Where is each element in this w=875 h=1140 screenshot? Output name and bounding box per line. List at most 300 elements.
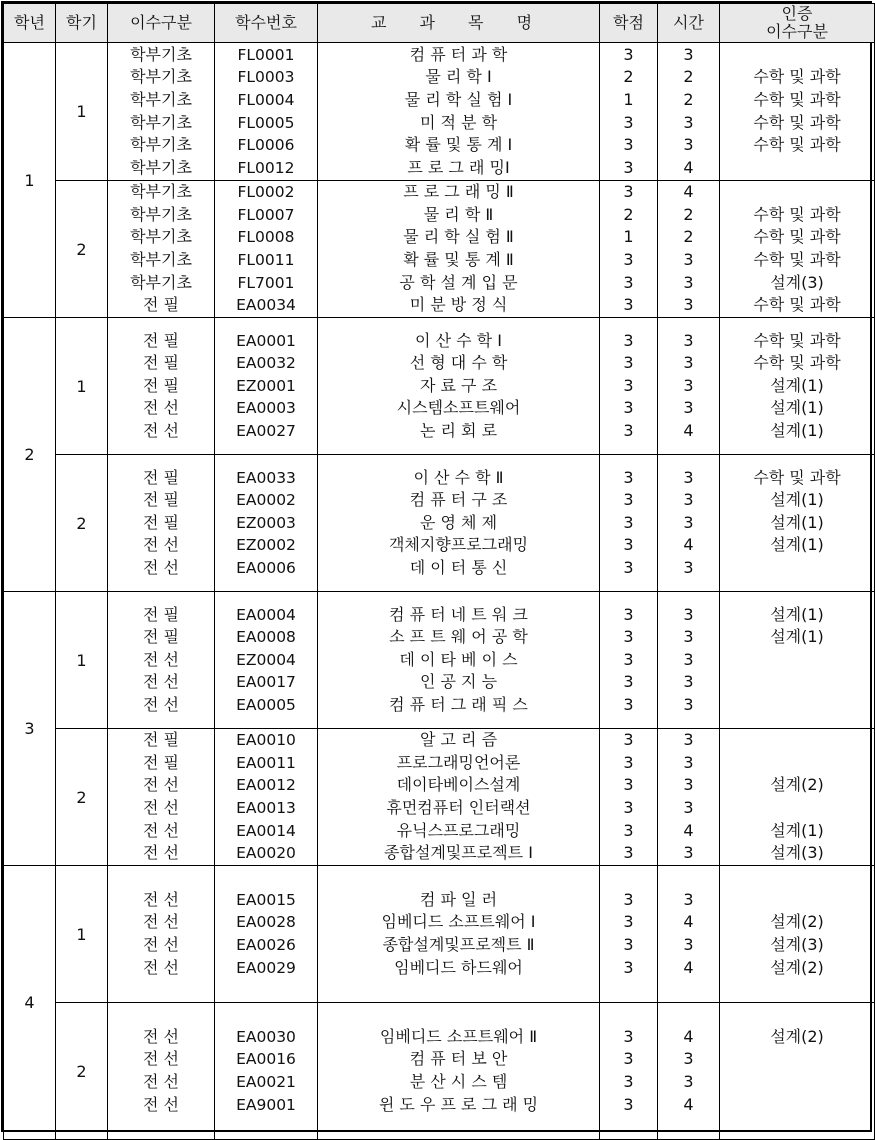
credit: 3 [623,1072,634,1091]
semester-cell: 1 [56,318,108,455]
category: 전 필 [143,490,179,510]
cert-column-cell [720,455,875,592]
header-code: 학수번호 [215,4,318,43]
year-cell: 1 [4,43,56,318]
credit: 3 [623,775,634,795]
cert: 수학 및 과학 [753,330,841,350]
header-category: 이수구분 [108,4,215,43]
cert-column-cell [720,592,875,729]
hours: 3 [683,1049,694,1069]
semester-cell: 1 [56,592,108,729]
credit: 3 [623,250,634,269]
code: EA0020 [236,844,296,863]
category: 전 필 [143,604,179,624]
code: EA0027 [236,421,296,440]
hours: 4 [683,912,694,932]
cert: 수학 및 과학 [753,353,841,373]
code: EA0003 [236,399,296,418]
code: FL0006 [237,136,295,155]
category-column-cell [108,729,215,866]
code-column-cell [215,181,318,318]
cert: 설계(1) [770,420,824,440]
hours: 3 [683,330,694,350]
category: 전 필 [143,353,179,373]
category: 전 선 [143,912,179,932]
course-name: 컴 퓨 터 보 안 [409,1049,508,1069]
course-name: 유닉스프로그래밍 [396,820,521,840]
cert: 수학 및 과학 [753,135,841,155]
hours: 4 [683,1026,694,1046]
category: 전 선 [143,557,179,577]
code-column-cell [215,866,318,1003]
course-name: 선 형 대 수 학 [409,353,508,373]
category: 전 선 [143,1026,179,1046]
category: 전 필 [143,295,179,315]
course-name: 알 고 리 즘 [419,730,498,750]
code: EZ0004 [236,650,296,669]
credit-column-cell [600,43,658,181]
header-row [4,4,875,43]
credit: 3 [623,135,634,155]
course-name: 물 리 학 Ⅰ [425,67,492,87]
code: EA0033 [236,468,296,487]
credit: 3 [623,157,634,177]
category: 전 선 [143,420,179,440]
credit: 3 [623,490,634,510]
course-name-column-cell [318,729,600,866]
cert: 설계(2) [770,957,824,977]
curriculum-table [3,3,875,1140]
course-name-column-cell [318,43,600,181]
category: 전 선 [143,1094,179,1114]
course-name-column-cell [318,181,600,318]
hours-column-cell [658,43,720,181]
cert [720,649,874,672]
credit: 3 [623,935,634,954]
semester-group-row [4,866,875,1003]
category: 학부기초 [130,204,192,224]
code: EA0028 [236,913,296,932]
credit-column-cell [600,592,658,729]
semester-cell: 1 [56,866,108,1003]
cert: 수학 및 과학 [753,67,841,87]
credit-column-cell [600,1003,658,1140]
category: 전 필 [143,730,179,750]
course-name: 프 로 그 래 밍 Ⅱ [403,182,514,202]
credit: 3 [623,1094,634,1114]
hours: 3 [683,353,694,373]
credit: 3 [623,512,634,532]
course-name: 종합설계및프로젝트 Ⅰ [384,843,533,863]
hours: 3 [683,375,694,395]
cert: 수학 및 과학 [753,227,841,247]
hours: 4 [683,957,694,977]
hours-column-cell [658,866,720,1003]
credit: 3 [623,112,634,132]
credit: 3 [623,272,634,292]
course-name-column-cell [318,318,600,455]
hours: 3 [683,627,694,647]
cert [720,694,874,717]
header-year: 학년 [4,4,56,43]
cert: 설계(1) [770,512,824,532]
credit: 2 [623,67,634,87]
course-name: 이 산 수 학 Ⅱ [413,467,504,487]
cert [720,557,874,580]
category-column-cell [108,592,215,729]
hours: 3 [683,935,694,954]
cert: 설계(1) [770,490,824,510]
credit: 3 [623,798,634,817]
category: 전 선 [143,820,179,840]
code: EA9001 [236,1095,296,1114]
code: EA0006 [236,558,296,577]
code: FL0004 [237,90,295,109]
course-name-column-cell [318,1003,600,1140]
category: 전 선 [143,843,179,863]
header-semester: 학기 [56,4,108,43]
category: 학부기초 [130,112,192,132]
credit: 3 [623,295,634,315]
category: 학부기초 [130,157,192,177]
credit: 3 [623,375,634,395]
cert [720,1094,874,1117]
code: EA0005 [236,695,296,714]
credit: 3 [623,694,634,714]
code: EZ0001 [236,376,296,395]
cert-column-cell [720,43,875,181]
hours: 4 [683,820,694,840]
code: FL0012 [237,158,295,177]
semester-group-row [4,1003,875,1140]
semester-cell: 2 [56,181,108,318]
hours-column-cell [658,729,720,866]
code: EA0011 [236,753,296,772]
course-name: 물 리 학 Ⅱ [423,204,494,224]
code: EA0032 [236,354,296,373]
credit: 3 [623,820,634,840]
semester-group-row [4,318,875,455]
category: 전 선 [143,798,179,817]
credit-column-cell [600,866,658,1003]
category-column-cell [108,318,215,455]
course-name: 임베디드 소프트웨어 Ⅰ [381,912,536,932]
course-name: 물 리 학 실 험 Ⅰ [404,89,513,109]
cert [720,157,874,180]
hours: 3 [683,752,694,772]
credit: 2 [623,204,634,224]
cert: 수학 및 과학 [753,467,841,487]
course-name: 컴 퓨 터 과 학 [409,44,508,64]
year-cell: 4 [4,866,56,1140]
credit: 3 [623,957,634,977]
category-column-cell [108,1003,215,1140]
cert: 설계(3) [770,843,824,863]
credit-column-cell [600,455,658,592]
category: 전 필 [143,627,179,647]
category: 전 필 [143,512,179,532]
credit: 3 [623,730,634,750]
course-name: 휴먼컴퓨터 인터랙션 [386,798,531,817]
cert: 설계(1) [770,820,824,840]
code: EZ0003 [236,513,296,532]
code: EA0015 [236,890,296,909]
category: 전 선 [143,535,179,555]
hours: 3 [683,557,694,577]
credit: 3 [623,1026,634,1046]
course-name: 컴 퓨 터 구 조 [409,490,508,510]
hours: 3 [683,694,694,714]
course-name: 인 공 지 능 [419,672,498,692]
hours: 3 [683,467,694,487]
category-column-cell [108,866,215,1003]
year-cell: 2 [4,318,56,592]
credit: 3 [623,649,634,669]
hours-column-cell [658,592,720,729]
credit: 3 [623,1049,634,1069]
category: 전 선 [143,1072,179,1091]
cert: 설계(2) [770,912,824,932]
hours: 2 [683,67,694,87]
cert: 설계(1) [770,398,824,418]
cert: 수학 및 과학 [753,250,841,269]
hours: 3 [683,112,694,132]
curriculum-body [4,43,875,1140]
code: FL7001 [237,273,295,292]
course-name: 객체지향프로그래밍 [388,535,529,555]
hours: 3 [683,490,694,510]
hours: 3 [683,398,694,418]
course-name: 데 이 타 베 이 스 [399,649,518,669]
cert: 수학 및 과학 [753,89,841,109]
credit: 1 [623,89,634,109]
course-name: 시스템소프트웨어 [396,398,521,418]
hours: 2 [683,227,694,247]
semester-group-row [4,43,875,181]
category: 학부기초 [130,227,192,247]
category: 학부기초 [130,67,192,87]
cert: 수학 및 과학 [753,204,841,224]
cert [720,1048,874,1071]
code: FL0007 [237,205,295,224]
code: EA0017 [236,673,296,692]
cert [720,729,874,752]
code: EZ0002 [236,536,296,555]
hours: 3 [683,512,694,532]
semester-group-row [4,181,875,318]
hours: 2 [683,89,694,109]
course-name: 논 리 회 로 [419,420,498,440]
credit-column-cell [600,181,658,318]
course-name: 데이타베이스설계 [396,775,521,795]
cert-column-cell [720,181,875,318]
hours: 3 [683,250,694,269]
code: EA0010 [236,731,296,750]
cert [720,797,874,820]
cert [720,181,874,204]
hours: 3 [683,775,694,795]
code: EA0012 [236,776,296,795]
course-name: 프로그래밍언어론 [396,752,521,772]
cert [720,889,874,912]
header-credit: 학점 [600,4,658,43]
code: EA0029 [236,958,296,977]
cert-column-cell [720,729,875,866]
course-name: 확 률 및 통 계 Ⅰ [404,135,513,155]
code: EA0001 [236,331,296,350]
cert-column-cell [720,318,875,455]
semester-cell: 2 [56,1003,108,1140]
course-name-column-cell [318,455,600,592]
code: EA0002 [236,491,296,510]
code: FL0011 [237,251,295,269]
code-column-cell [215,729,318,866]
category-column-cell [108,455,215,592]
category: 전 선 [143,672,179,692]
header-cert [720,4,875,43]
semester-group-row [4,455,875,592]
course-name: 임베디드 하드웨어 [394,957,523,977]
course-name: 미 분 방 정 식 [409,295,508,315]
category: 학부기초 [130,272,192,292]
semester-cell: 2 [56,455,108,592]
category: 학부기초 [130,44,192,64]
credit: 3 [623,604,634,624]
category: 전 선 [143,1049,179,1069]
code-column-cell [215,43,318,181]
cert: 수학 및 과학 [753,295,841,315]
credit: 3 [623,535,634,555]
code-column-cell [215,1003,318,1140]
credit: 3 [623,627,634,647]
credit: 1 [623,227,634,247]
course-name: 종합설계및프로젝트 Ⅱ [382,935,535,954]
course-name: 분 산 시 스 템 [409,1072,508,1091]
category: 전 선 [143,694,179,714]
credit: 3 [623,398,634,418]
course-name: 임베디드 소프트웨어 Ⅱ [379,1026,538,1046]
hours: 3 [683,843,694,863]
semester-cell: 2 [56,729,108,866]
course-name: 자 료 구 조 [419,375,498,395]
credit: 3 [623,557,634,577]
hours: 3 [683,889,694,909]
cert [720,671,874,694]
code: EA0026 [236,936,296,954]
hours: 3 [683,798,694,817]
credit: 3 [623,467,634,487]
course-name-column-cell [318,866,600,1003]
cert-column-cell [720,1003,875,1140]
header-cert-line1: 인증 [781,4,813,23]
course-name: 컴 파 일 러 [419,889,498,909]
course-name: 확 률 및 통 계 Ⅱ [403,250,514,269]
credit: 3 [623,182,634,202]
category: 전 선 [143,649,179,669]
hours-column-cell [658,455,720,592]
code: FL0008 [237,228,295,247]
course-name: 프 로 그 래 밍Ⅰ [407,157,510,177]
cert: 설계(1) [770,604,824,624]
credit-column-cell [600,729,658,866]
course-name: 소 프 트 웨 어 공 학 [389,627,528,647]
code: FL0002 [237,183,295,202]
code-column-cell [215,318,318,455]
course-name-column-cell [318,592,600,729]
course-name: 컴 퓨 터 그 래 픽 스 [389,694,528,714]
course-name: 윈 도 우 프 로 그 래 밍 [378,1094,539,1114]
course-name: 공 학 설 계 입 문 [399,272,518,292]
cert: 설계(3) [770,272,824,292]
course-name: 컴 퓨 터 네 트 워 크 [389,604,528,624]
semester-group-row [4,729,875,866]
category: 전 선 [143,957,179,977]
cert [720,752,874,775]
category: 전 필 [143,375,179,395]
category: 전 선 [143,398,179,418]
category-column-cell [108,181,215,318]
cert: 설계(3) [770,935,824,954]
hours-column-cell [658,1003,720,1140]
code: EA0034 [236,296,296,315]
hours: 3 [683,1072,694,1091]
category: 전 선 [143,775,179,795]
code: EA0013 [236,799,296,817]
hours: 3 [683,604,694,624]
category: 전 필 [143,752,179,772]
course-name: 미 적 분 학 [419,112,498,132]
hours: 3 [683,730,694,750]
semester-group-row [4,592,875,729]
code: EA0016 [236,1050,296,1069]
code-column-cell [215,592,318,729]
category: 전 선 [143,889,179,909]
code: FL0001 [237,45,295,64]
cert [720,44,874,67]
cert: 설계(1) [770,375,824,395]
code: EA0021 [236,1073,296,1091]
hours: 4 [683,157,694,177]
course-name: 물 리 학 실 험 Ⅱ [403,227,514,247]
hours: 4 [683,420,694,440]
hours: 3 [683,649,694,669]
hours: 3 [683,44,694,64]
category: 전 필 [143,330,179,350]
category: 학부기초 [130,135,192,155]
category: 학부기초 [130,89,192,109]
credit: 3 [623,843,634,863]
hours: 3 [683,272,694,292]
cert: 수학 및 과학 [753,112,841,132]
credit: 3 [623,420,634,440]
curriculum-table-sheet [1,1,872,1132]
hours: 4 [683,1094,694,1114]
credit: 3 [623,672,634,692]
hours: 4 [683,182,694,202]
hours: 3 [683,672,694,692]
category: 전 필 [143,467,179,487]
cert: 설계(2) [770,775,824,795]
category-column-cell [108,43,215,181]
code-column-cell [215,455,318,592]
course-name: 운 영 체 제 [419,512,498,532]
code: EA0030 [236,1027,296,1046]
credit-column-cell [600,318,658,455]
cert-column-cell [720,866,875,1003]
hours-column-cell [658,181,720,318]
hours: 3 [683,135,694,155]
code: EA0014 [236,821,296,840]
